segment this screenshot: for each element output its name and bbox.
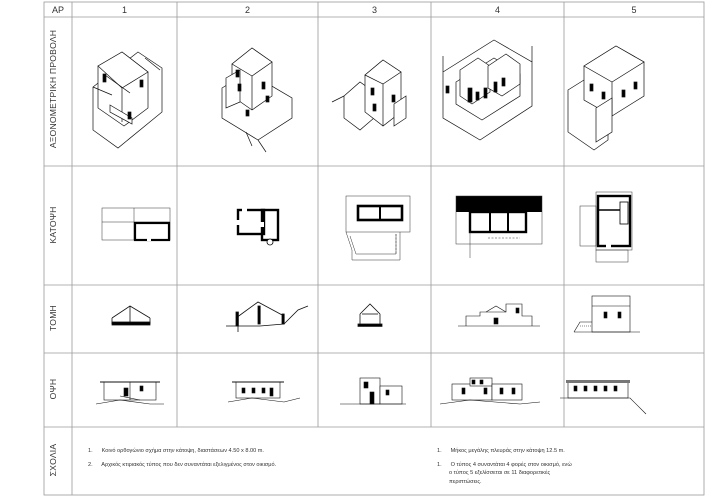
note-right-2 [437,461,587,486]
axonometric-type-2 [222,48,292,152]
column-header-4: 4 [494,5,500,15]
elevation-type-3 [340,378,406,404]
note-left-2-text: Αρχικός κτιριακός τύπος που δεν συναντάται εξελιγμένος στον οικισμό. [101,462,277,469]
column-header-5: 5 [631,5,637,15]
note-right-1-number: 1. [437,448,442,454]
note-left-2-number: 2. [88,462,93,469]
plan-type-5 [580,192,632,262]
section-type-5 [574,296,640,332]
note-left-1-number: 1. [88,448,93,454]
note-right-2-line-1: Ο τύπος 4 συναντάται 4 φορές στον οικισμό, ενώ [450,462,572,469]
elevation-type-5 [560,380,646,414]
section-type-4 [458,304,540,326]
plan-type-4 [456,196,542,258]
note-right-2-number: 1. [437,462,442,469]
axonometric-type-4 [443,40,532,140]
row-label-section: ΤΟΜΗ [48,305,58,331]
elevation-type-1 [96,382,164,404]
row-label-notes: ΣΧΟΛΙΑ [48,443,58,477]
note-right-1-text: Μήκος μεγάλης πλευράς στην κάτοψη 12.5 m. [450,448,565,454]
elevation-type-2 [228,382,300,402]
axonometric-type-5 [568,46,644,150]
row-label-elevation: ΟΨΗ [48,378,58,400]
notes-right [437,447,587,486]
header-corner-label: ΑΡ [51,5,64,15]
plan-type-3 [346,196,410,260]
section-type-3 [358,304,382,326]
column-header-2: 2 [244,5,250,15]
note-left-1-text: Κοινό ορθογώνιο σχήμα στην κάτοψη, διαστάσεων 4.50 x 8.00 m. [101,448,264,454]
axonometric-type-1 [93,52,162,148]
column-header-3: 3 [371,5,377,15]
row-label-axonometric: ΑΞΟΝΟΜΕΤΡΙΚΗ ΠΡΟΒΟΛΗ [48,29,58,149]
plan-type-2 [236,208,278,245]
plan-type-1 [102,208,170,241]
axonometric-type-3 [332,60,406,130]
row-label-plan: ΚΑΤΟΨΗ [48,206,58,244]
section-type-2 [226,302,308,332]
elevation-type-4 [440,378,540,404]
note-right-2-line-2: ο τύπος 5 εξελίσσεται σε 11 διαφορετικές [449,470,551,477]
note-right-1 [437,447,587,455]
section-type-1 [112,306,150,325]
column-header-1: 1 [121,5,127,15]
note-left-1 [88,447,388,455]
note-right-2-line-3: περιπτώσεις. [449,478,482,485]
notes-left [88,447,388,469]
note-left-2 [88,461,388,469]
